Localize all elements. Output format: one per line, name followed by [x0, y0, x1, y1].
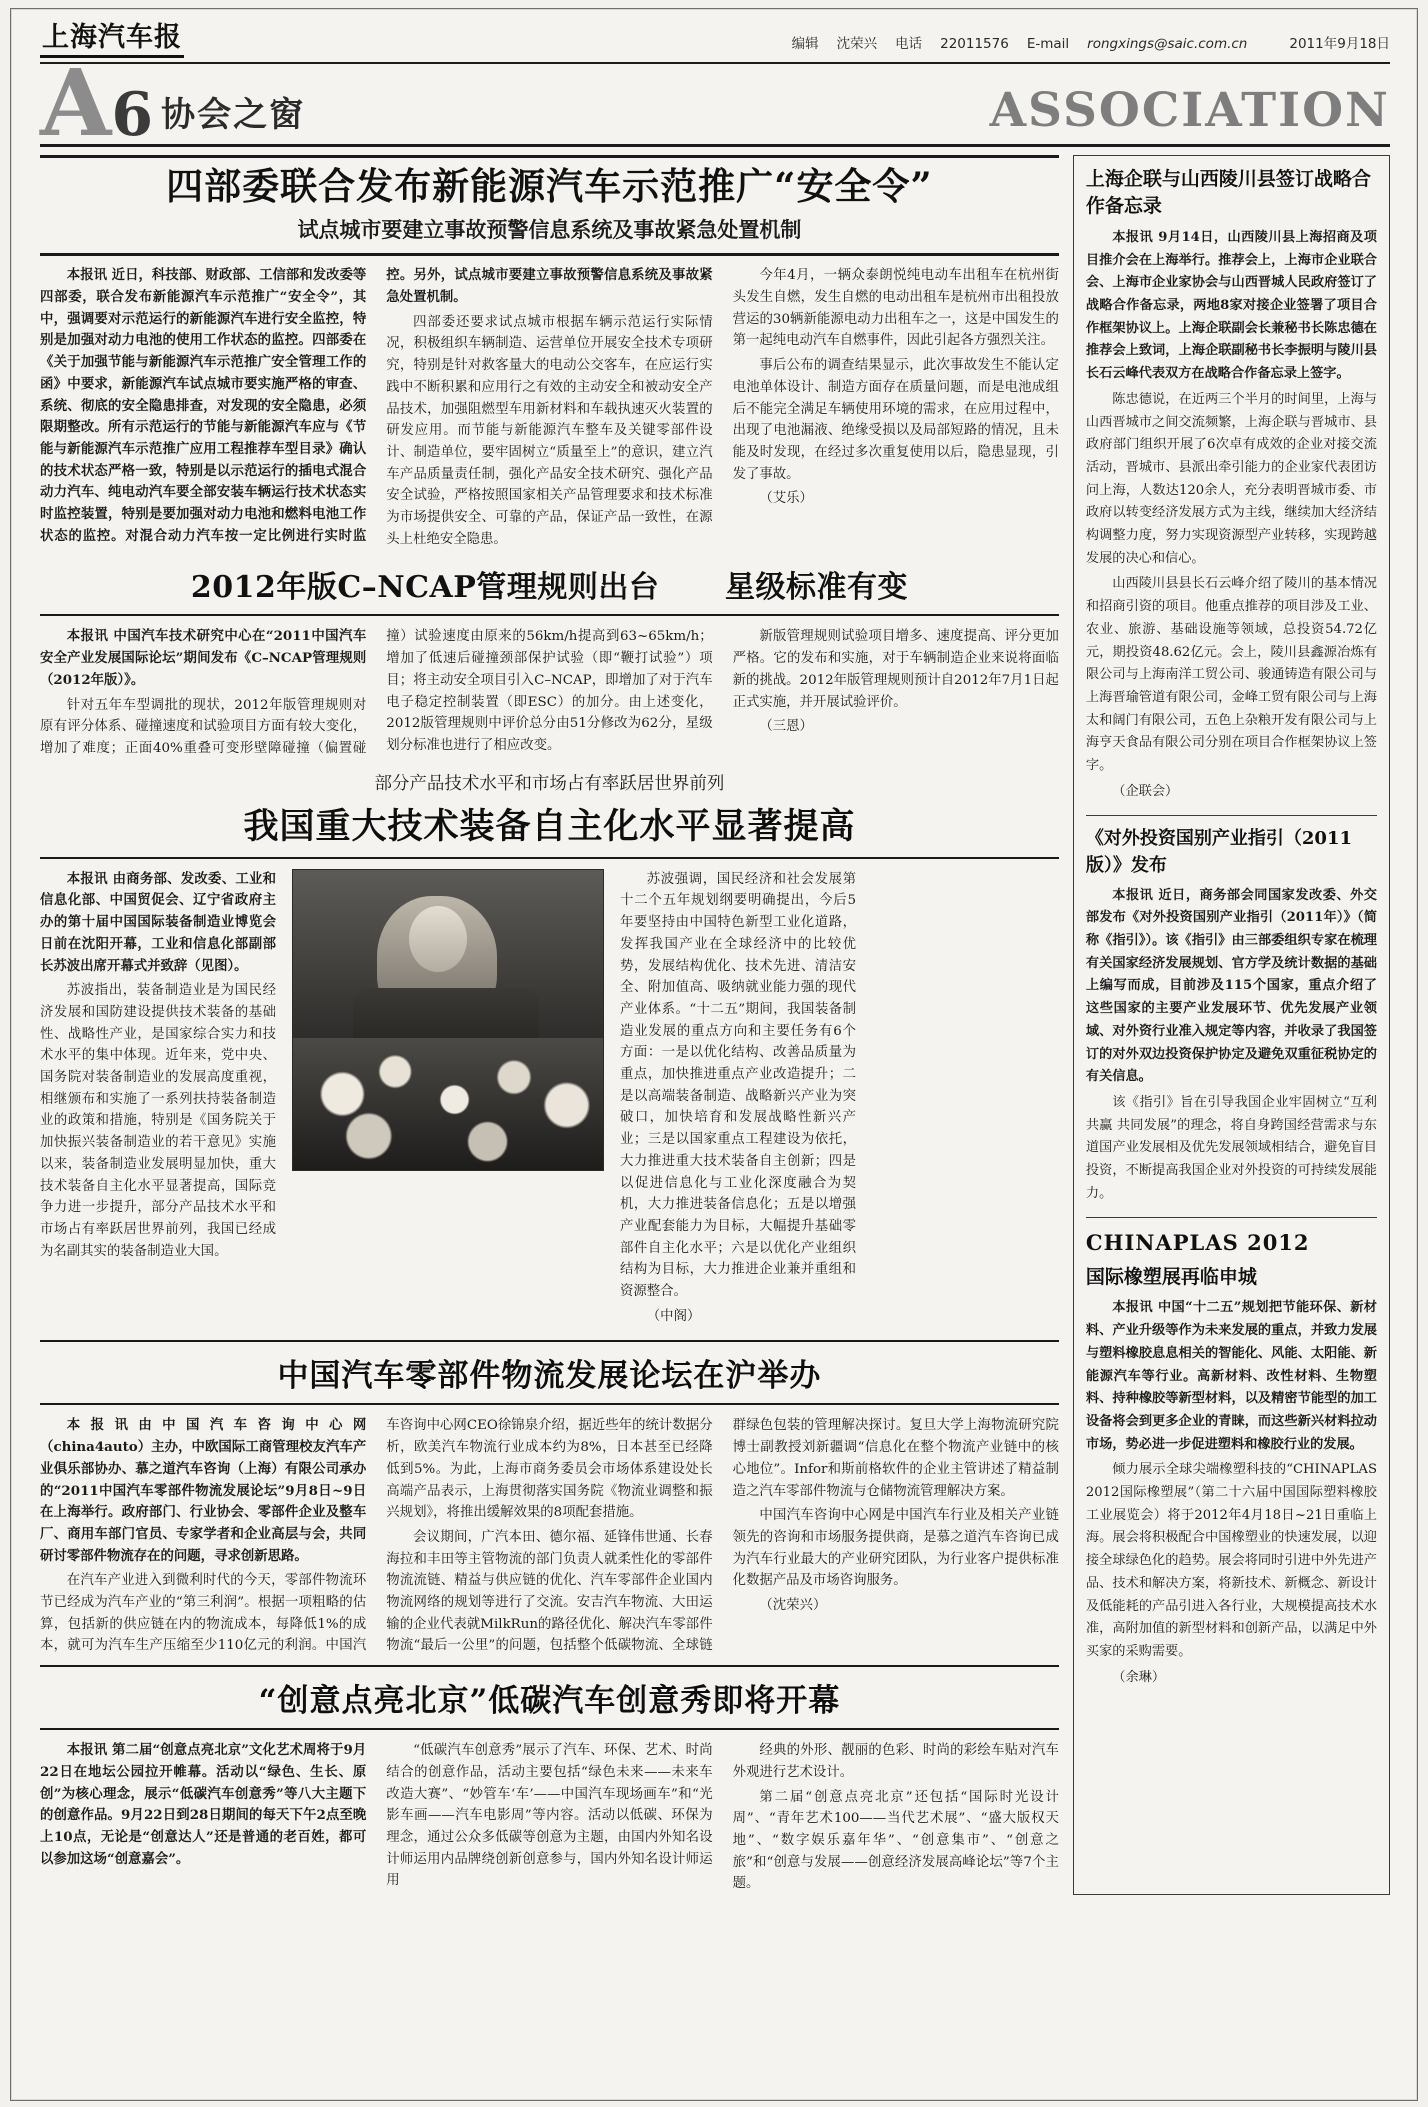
photo-flowers-shape: [292, 1038, 604, 1171]
sidebar-item3-para-2: 倾力展示全球尖端橡塑科技的“CHINAPLAS 2012国际橡塑展”（第二十六届中国国际塑料橡胶工业展览会）将于2012年4月18日~21日重临上海。展会将积极配合中国橡塑业的快速发展，以迎接全球绿色化的趋势。展会将同时引进中外先进产品、技术和解决方案，将新技术、新概念、新设计及低能耗的产品引进入各行业，大规模提高技术水准，高附加值的新型材料和创新产品，以满足中外买家的采购需要。: [1085, 1462, 1377, 1659]
email-label: E-mail: [1026, 36, 1070, 52]
article2-headline-block: [40, 562, 1059, 616]
article2-para-2: 针对五年车型调批的现状，2012年版管理规则对原有评分体系、碰撞速度和试验项目方面有较大变化，增加了难度；正面40%重叠可变形壁障碰撞（偏置碰撞）试验速度由原来的56km/h提高到63~65km/h；增加了低速后碰撞颈部保护试验（即“鞭打试验”）项目；将主动安全项目引入C–NCAP，即增加了对于汽车电子稳定控制装置（即ESC）的加分。由上述变化，2012版管理规则中评价总分由51分修改为62分，星级划分标准也进行了相应改变。: [40, 629, 713, 756]
phone-label: 电话: [895, 36, 923, 52]
article1-headline-block: [40, 155, 1059, 257]
masthead-meta: [792, 24, 1390, 52]
sidebar-item2-para-1: 本报讯 近日，商务部会同国家发改委、外交部发布《对外投资国别产业指引（2011年）》（简称《指引》）。该《指引》由三部委组织专家在梳理有关国家经济发展规划、官方学及统计数据的基础上编写而成，目前涉及115个国家，重点介绍了这些国家的主要产业发展环节、优先发展产业领域、对外资行业准入规定等内容，并收录了我国签订的对外双边投资保护协定及避免双重征税协定的有关信息。: [1085, 887, 1377, 1085]
phone-number: 22011576: [940, 36, 1009, 52]
article5-para-3: 经典的外形、靓丽的色彩、时尚的彩绘车贴对汽车外观进行艺术设计。: [732, 1743, 1059, 1780]
photo-face-shape: [409, 906, 467, 972]
article2-para-3: 新版管理规则试验项目增多、速度提高、评分更加严格。它的发布和实施，对于车辆制造企业来说将面临新的挑战。2012年版管理规则预计自2012年7月1日起正式实施，并开展试验评价。: [732, 629, 1059, 710]
section-letter: A: [40, 49, 110, 158]
sidebar-item1-para-2: 陈忠德说，在近两三个半月的时间里，上海与山西晋城市之间交流频繁，上海企联与晋城市、县政府部门组织开展了6次卓有成效的企业对接交流活动，晋城市、县派出牵引能力的企业家代表团访问上海，人数达120余人，充分表明晋城市委、市政府以转变经济发展方式为主线，继续加大经济结构调整力度，努力实现资源型产业转移，实现跨越发展的决心和信心。: [1085, 391, 1377, 566]
article4-para-1: 本 报 讯 由 中 国 汽 车 咨 询 中 心 网（china4auto）主办，中欧国际工商管理校友汽车产业俱乐部协办、慕之道汽车咨询（上海）有限公司承办的“2011中国汽车零部件物流发展论坛”9月8日~9日在上海举行。政府部门、行业协会、零部件企业及整车厂、商用车部门官员、专家学者和企业高层与会，共同研讨零部件物流存在的问题，寻求创新思路。: [40, 1417, 367, 1564]
article1-body: [40, 265, 1059, 550]
article4-signature: （沈荣兴）: [759, 1598, 827, 1614]
article4-body: [40, 1415, 1059, 1657]
section-name-cn: 协会之窗: [161, 94, 306, 135]
sidebar-item1-title: 上海企联与山西陵川县签订战略合作备忘录: [1085, 167, 1371, 218]
sidebar-item2-para-2: 该《指引》旨在引导我国企业牢固树立“互利共赢 共同发展”的理念，将自身跨国经营需求与东道国产业发展相及优先发展领域相结合，避免盲目投资，不断提高我国企业对外投资的可持续发展能力。: [1085, 1094, 1377, 1201]
sidebar-item1-para-3: 山西陵川县县长石云峰介绍了陵川的基本情况和招商引资的项目。他重点推荐的项目涉及工业、农业、旅游、基础设施等领域，总投资54.72亿元，期投资48.62亿元。会上，陵川县鑫源冶炼有限公司与上海南洋工贸公司、骏通铸造有限公司与上海晋瑜管道有限公司，金峰工贸有限公司与上海太和阔门有限公司，五色上杂粮开发有限公司与上海亨天食品有限公司分别在项目合作框架协议上签字。: [1085, 576, 1377, 774]
sidebar: [1073, 155, 1390, 1895]
article1-para-1: 本报讯 近日，科技部、财政部、工信部和发改委等四部委，联合发布新能源汽车示范推广“安全令”，其中，强调要对示范运行的新能源汽车进行安全监控，特别是加强对动力电池的使用工作状态的监控。四部委在《关于加强节能与新能源汽车示范推广安全管理工作的函》中要求，新能源汽车试点城市要实施严格的审查、系统、彻底的安全隐患排查，对发现的安全隐患，必须限期整改。所有示范运行的节能与新能源汽车应与《节能与新能源汽车示范推广应用工程推荐车型目录》确认的技术状态严格一致，特别是以示范运行的插电式混合动力汽车、纯电动汽车要全部安装车辆运行技术状态实时监控装置，特别是要加强对动力电池和燃料电池工作状态的监控。对混合动力汽车按一定比例进行实时监控。另外，试点城市要建立事故预警信息系统及事故紧急处置机制。: [40, 267, 713, 544]
article5-body: [40, 1740, 1059, 1895]
sidebar-item3-signature: （余琳）: [1112, 1669, 1166, 1685]
section-header: [40, 49, 1390, 158]
editor-label: 编辑: [791, 36, 819, 52]
article2-body: [40, 626, 1059, 759]
sidebar-item3-para-1: 本报讯 中国“十二五”规划把节能环保、新材料、产业升级等作为未来发展的重点，并致力发展与塑料橡胶息息相关的智能化、风能、太阳能、新能源汽车等行业。高新材料、改性材料、生物塑料、持种橡胶等新型材料，以及精密节能型的加工设备将会到更多企业的青睐，而这些新兴材料拉动市场，势必进一步促进塑料和橡胶行业的发展。: [1085, 1300, 1377, 1452]
article3-para-2: 苏波指出，装备制造业是为国民经济发展和国防建设提供技术装备的基础性、战略性产业，是国家综合实力和技术水平的集中体现。近年来，党中央、国务院对装备制造业的发展高度重视，相继颁布和实施了一系列扶持装备制造业的政策和措施，特别是《国务院关于加快振兴装备制造业的若干意见》实施以来，装备制造业发展明显加快，重大技术装备自主化水平显著提高，国际竞争力进一步提升，部分产品技术水平和市场占有率跃居世界前列，我国已经成为名副其实的装备制造业大国。: [40, 983, 276, 1259]
article1-signature: （艾乐）: [759, 491, 813, 507]
sidebar-item1-signature: （企联会）: [1112, 783, 1179, 799]
article1-subhead: 试点城市要建立事故预警信息系统及事故紧急处置机制: [297, 217, 802, 243]
article1-para-2: 四部委还要求试点城市根据车辆示范运行实际情况，积极组织车辆制造、运营单位开展安全技术专项研究，特别是针对救客量大的电动公交客车，在应运行实践中不断积累和应用行之有效的主动安全和被动安全产品技术，加强阻燃型车用新材料和车载执速灭火装置的研发应用。而节能与新能源汽车整车及关键零部件设计、制造单位，要牢固树立“质量至上”的意识，建立汽车产品质量责任制，强化产品安全技术研究、强化产品安全试验，严格按照国家相关产品管理要求和技术标准为市场提供安全、可靠的产品，保证产品一致性，在源头上杜绝安全隐患。: [386, 314, 713, 547]
masthead: [40, 24, 1390, 64]
article5-headline: “创意点亮北京”低碳汽车创意秀即将开幕: [40, 1665, 1059, 1730]
article2-headline-right: 星级标准有变: [725, 570, 909, 606]
sidebar-item3-title-cn: 国际橡塑展再临申城: [1085, 1265, 1257, 1288]
page-number: 6: [111, 79, 154, 150]
article3-headline: 我国重大技术装备自主化水平显著提高: [40, 797, 1059, 859]
article3-signature: （中阁）: [646, 1308, 701, 1324]
article3-para-3: 苏波强调，国民经济和社会发展第十二个五年规划纲要明确提出，今后5年要坚持由中国特色新型工业化道路，发挥我国产业在全球经济中的比较优势，发展结构优化、技术先进、清洁安全、附加值高、吸纳就业能力强的现代产业体系。“十二五”期间，我国装备制造业发展的重点方向和主要任务有6个方面：一是以优化结构、改善品质量为重点，加快推进重点产业改造提升；二是以高端装备制造、战略新兴产业为突破口，加快培育和发展战略性新兴产业；三是以国家重点工程建设为依托，大力推进重大技术装备自主创新；四是以促进信息化与工业化深度融合为契机，大力推进装备信息化；五是以增强产业配套能力为目标，大幅提升基础零部件自主化水平；六是以优化产业组织结构为目标，大力推进企业兼并重组和资源整合。: [620, 871, 856, 1300]
main-content: [40, 155, 1059, 1895]
conference-speaker-photo: [292, 869, 604, 1171]
article5-para-2: “低碳汽车创意秀”展示了汽车、环保、艺术、时尚结合的创意作品，活动主要包括“绿色未来——未来车改造大赛”、“妙管车‘车’——中国汽车现场画车”和“光影车画——汽车电影周”等内容。活动以低碳、环保为理念，通过公众多低碳等创意为主题，由国内外知名设计师运用内品牌绕创新创意参与，国内外知名设计师运用: [386, 1743, 713, 1889]
article3-kicker: 部分产品技术水平和市场占有率跃居世界前列: [374, 773, 725, 794]
editor-name: 沈荣兴: [836, 36, 878, 52]
sidebar-item3-title-en: CHINAPLAS 2012: [1086, 1217, 1377, 1257]
sidebar-item2-title: 《对外投资国别产业指引（2011版）》发布: [1086, 815, 1377, 878]
issue-date: 2011年9月18日: [1289, 36, 1390, 52]
email-address: rongxings@saic.com.cn: [1087, 36, 1248, 52]
section-name-en: ASSOCIATION: [989, 82, 1390, 138]
article3-body: [40, 869, 1059, 1331]
article1-headline: 四部委联合发布新能源汽车示范推广“安全令”: [166, 163, 933, 208]
article2-para-1: 本报讯 中国汽车技术研究中心在“2011中国汽车安全产业发展国际论坛”期间发布《C–NCAP管理规则（2012年版）》。: [40, 628, 367, 688]
sidebar-item1-para-1: 本报讯 9月14日，山西陵川县上海招商及项目推介会在上海举行。推荐会上，上海市企业联合会、上海市企业家协会与山西晋城人民政府签订了战略合作备忘录，两地8家对接企业签署了项目合作框架协议上。上海企联副会长兼秘书长陈忠德在推荐会上致词，上海企联副秘书长李振明与陵川县长石云峰代表双方在战略合作备忘录上签字。: [1085, 229, 1377, 382]
article4-para-2: 在汽车产业进入到微利时代的今天，零部件物流环节已经成为汽车产业的“第三利润”。根据一项粗略的估算，包括新的供应链在内的物流成本，每降低1%的成本，就可为汽车生产压缩至少110亿元的利润。中国汽车咨询中心网CEO徐锦泉介绍，据近些年的统计数据分析，欧美汽车物流行业成本约为8%，日本甚至已经降低到5%。为此，上海市商务委员会市场体系建设处长高端产品表示，上海贯彻落实国务院《物流业调整和振兴规划》，将推出缓解效果的8项配套措施。: [40, 1418, 713, 1654]
article5-para-4: 第二届“创意点亮北京”还包括“国际时光设计周”、“青年艺术100——当代艺术展”、“盛大版权天地”、“数字娱乐嘉年华”、“创意集市”、“创意之旅”和“创意与发展——创意经济发展高峰论坛”等7个主题。: [732, 1789, 1059, 1892]
article2-signature: （三恩）: [759, 719, 813, 735]
article3-para-1: 本报讯 由商务部、发改委、工业和信息化部、中国贸促会、辽宁省政府主办的第十届中国国际装备制造业博览会日前在沈阳开幕，工业和信息化部副部长苏波出席开幕式并致辞（见图）。: [40, 870, 276, 974]
publication-name: 上海汽车报: [40, 24, 184, 58]
article5-para-1: 本报讯 第二届“创意点亮北京”文化艺术周将于9月22日在地坛公园拉开帷幕。活动以“绿色、生长、原创”为核心理念，展示“低碳汽车创意秀”等八大主题下的创意作品。9月22日到28日期间的每天下午2点至晚上10点，无论是“创意达人”还是普通的老百姓，都可以参加这场“创意嘉会”。: [40, 1742, 367, 1867]
article4-headline: 中国汽车零部件物流发展论坛在沪举办: [40, 1340, 1059, 1405]
article1-para-4: 事后公布的调查结果显示，此次事故发生不能认定电池单体设计、制造方面存在质量问题，而是电池成组后不能完全满足车辆使用环境的需求，在应用过程中，出现了电池漏液、绝缘受损以及局部短路的情况，且未能及时发现，在经过多次重复使用以后，隐患显现，引发了事故。: [732, 358, 1059, 482]
article4-para-4: 中国汽车咨询中心网是中国汽车行业及相关产业链领先的咨询和市场服务提供商，是慕之道汽车咨询已成为汽车行业最大的产业研究团队，为行业客户提供标准化数据产品及市场咨询服务。: [732, 1508, 1059, 1589]
article4-para-3: 会议期间，广汽本田、德尔福、延锋伟世通、长春海拉和丰田等主管物流的部门负责人就柔性化的零部件物流流链、精益与供应链的优化、汽车零部件企业国内物流网络的规划等进行了交流。安吉汽车物流、大田运输的企业代表就MilkRun的路径优化、解决汽车零部件物流“最后一公里”的问题，包括整个低碳物流、全球链群绿色包装的管理解决探讨。复旦大学上海物流研究院博士副教授刘新疆调“信息化在整个物流产业链中的核心地位”。Infor和斯前格软件的企业主管讲述了精益制造之汽车零部件物流与仓储物流管理解决方案。: [386, 1418, 1059, 1654]
article1-para-3: 今年4月，一辆众泰朗悦纯电动车出租车在杭州街头发生自燃，发生自燃的电动出租车是杭州市出租投放营运的30辆新能源电动力出租车之一，这是中国发生的第一起纯电动汽车自燃事件，因此引起各方强烈关注。: [732, 268, 1059, 349]
article2-headline-left: 2012年版C–NCAP管理规则出台: [190, 570, 660, 606]
